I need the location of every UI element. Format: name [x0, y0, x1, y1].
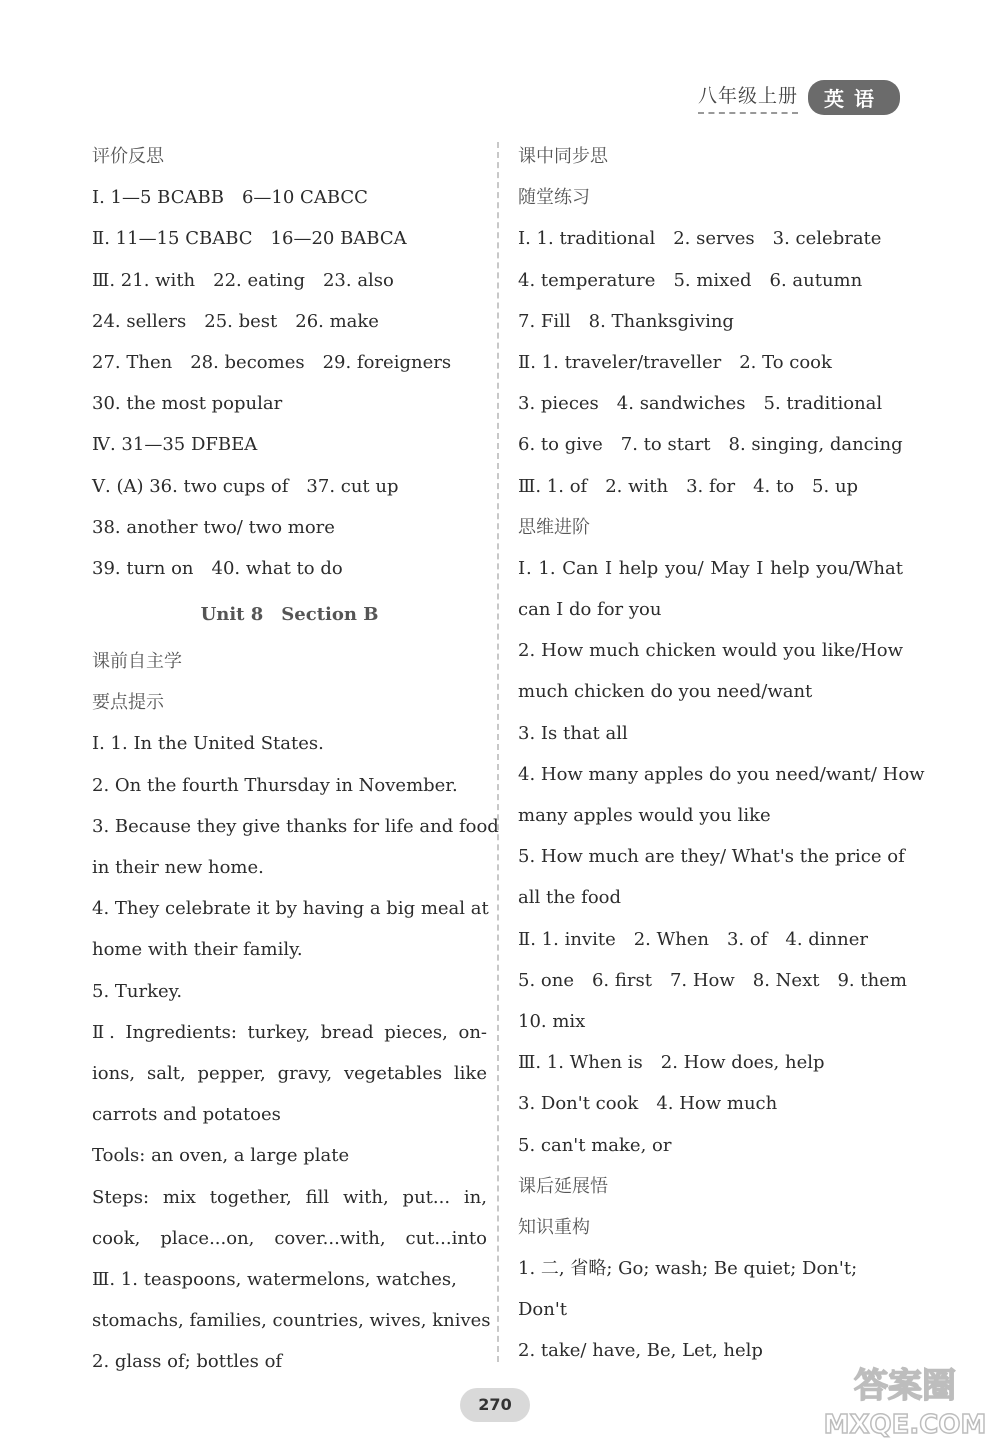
answer-line: Ⅱ. 1. traveler/traveller 2. To cook — [518, 351, 832, 373]
section-heading: 课前自主学 — [92, 651, 182, 673]
answer-line: in their new home. — [92, 857, 264, 878]
answer-line: Ⅱ. 11—15 CBABC 16—20 BABCA — [92, 228, 407, 250]
section-heading: 知识重构 — [518, 1216, 590, 1238]
answer-line: 2. How much chicken would you like/How — [518, 640, 903, 662]
section-heading: 课后延展悟 — [518, 1175, 608, 1197]
answer-line: cook, place...on, cover...with, cut...into — [92, 1227, 487, 1249]
answer-line: Ⅱ. Ingredients: turkey, bread pieces, on- — [92, 1021, 487, 1043]
right-column — [518, 136, 925, 1372]
answer-line: Tools: an oven, a large plate — [92, 1145, 350, 1167]
answer-line: 2. take/ have, Be, Let, help — [518, 1340, 763, 1362]
answer-line: home with their family. — [92, 939, 303, 961]
answer-line: Ⅰ. 1. In the United States. — [92, 733, 324, 755]
section-heading: 要点提示 — [92, 692, 164, 714]
answer-line: 5. Turkey. — [92, 980, 183, 1002]
answer-line: all the food — [518, 887, 622, 909]
answer-line: can I do for you — [518, 599, 662, 621]
svg-text:MXQE.COM: MXQE.COM — [823, 1410, 987, 1440]
column-divider — [497, 142, 499, 1362]
answer-line: stomachs, families, countries, wives, knives — [92, 1310, 491, 1332]
section-heading: 随堂练习 — [518, 187, 590, 209]
answer-line: ions, salt, pepper, gravy, vegetables like — [92, 1062, 487, 1084]
answer-line: Steps: mix together, fill with, put... in, — [92, 1186, 487, 1208]
page-number: 270 — [460, 1388, 530, 1422]
answer-line: 3. Don't cook 4. How much — [518, 1093, 778, 1115]
section-heading: 评价反思 — [92, 146, 164, 167]
answer-line: 1. 二, 省略; Go; wash; Be quiet; Don't; — [518, 1258, 858, 1280]
answer-line: 3. Is that all — [518, 722, 628, 744]
answer-line: Ⅰ. 1. Can I help you/ May I help you/What — [518, 557, 903, 579]
answer-line: Ⅲ. 1. When is 2. How does, help — [518, 1052, 825, 1074]
answer-line: 10. mix — [518, 1010, 586, 1032]
answer-line: 27. Then 28. becomes 29. foreigners — [92, 351, 452, 373]
section-heading: 思维进阶 — [518, 516, 590, 538]
grade-label: 八年级上册 — [698, 81, 798, 114]
left-column — [92, 136, 499, 1382]
answer-line: 2. On the fourth Thursday in November. — [92, 774, 458, 796]
answer-line: 3. pieces 4. sandwiches 5. traditional — [518, 393, 883, 415]
answer-line: Ⅰ. 1. traditional 2. serves 3. celebrate — [518, 228, 882, 250]
answer-line: many apples would you like — [518, 805, 771, 826]
answer-line: 39. turn on 40. what to do — [92, 557, 343, 579]
unit-title: Unit 8 Section B — [200, 604, 379, 626]
answer-line: much chicken do you need/want — [518, 681, 813, 703]
watermark-logo — [823, 1355, 988, 1445]
svg-text:答案圈: 答案圈 — [854, 1366, 956, 1406]
answer-line: Ⅲ. 1. of 2. with 3. for 4. to 5. up — [518, 475, 859, 497]
answer-line: Ⅳ. 31—35 DFBEA — [92, 434, 258, 456]
page-header — [698, 80, 900, 115]
answer-line: 38. another two/ two more — [92, 516, 335, 538]
answer-line: Ⅰ. 1—5 BCABB 6—10 CABCC — [92, 187, 368, 209]
answer-line: 4. They celebrate it by having a big meal at — [92, 898, 489, 920]
answer-line: Ⅲ. 1. teaspoons, watermelons, watches, — [92, 1268, 457, 1290]
answer-line: 5. can't make, or — [518, 1134, 672, 1156]
answer-line: Ⅱ. 1. invite 2. When 3. of 4. dinner — [518, 928, 868, 950]
answer-line: 7. Fill 8. Thanksgiving — [518, 310, 734, 332]
answer-line: 4. temperature 5. mixed 6. autumn — [518, 269, 863, 291]
subject-badge: 英语 — [808, 80, 900, 115]
answer-line: 6. to give 7. to start 8. singing, dancing — [518, 434, 903, 456]
answer-line: 5. one 6. first 7. How 8. Next 9. them — [518, 969, 907, 991]
answer-line: 2. glass of; bottles of — [92, 1351, 283, 1373]
answer-line: 5. How much are they/ What's the price of — [518, 846, 905, 868]
answer-line: Ⅲ. 21. with 22. eating 23. also — [92, 269, 394, 291]
answer-line: carrots and potatoes — [92, 1104, 281, 1126]
answer-line: 30. the most popular — [92, 393, 283, 415]
section-heading: 课中同步思 — [518, 146, 608, 167]
answer-line: 4. How many apples do you need/want/ How — [518, 763, 925, 785]
answer-line: 24. sellers 25. best 26. make — [92, 310, 379, 332]
answer-line: Ⅴ. (A) 36. two cups of 37. cut up — [92, 475, 399, 497]
answer-line: Don't — [518, 1299, 568, 1321]
answer-line: 3. Because they give thanks for life and food — [92, 815, 499, 837]
